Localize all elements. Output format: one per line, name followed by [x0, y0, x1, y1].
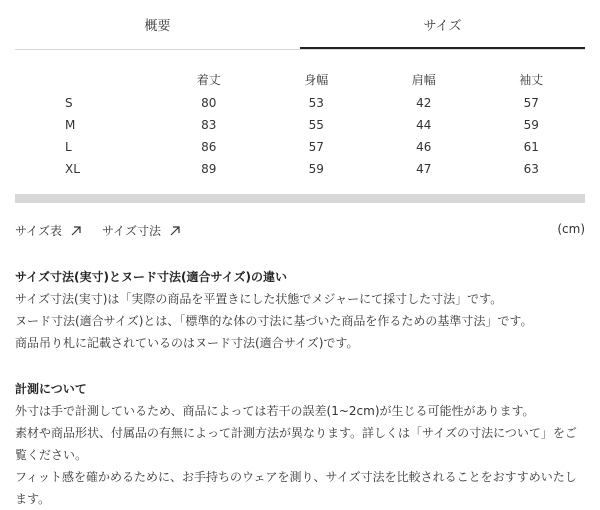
horizontal-scrollbar[interactable]: [15, 194, 585, 203]
table-cell: 46: [416, 140, 432, 154]
table-cell: 61: [523, 140, 539, 154]
table-cell: 42: [416, 96, 432, 110]
tab-overview[interactable]: 概要: [144, 19, 171, 34]
tab-size[interactable]: サイズ: [423, 19, 462, 34]
size-label: L: [65, 140, 72, 154]
size-dimensions-link-label: サイズ寸法: [102, 224, 162, 238]
table-row: [15, 158, 585, 180]
arrow-up-right-icon: [169, 225, 181, 237]
size-label: M: [65, 118, 76, 132]
unit-label: (cm): [557, 222, 585, 236]
table-header-row: [15, 66, 585, 92]
table-cell: 57: [523, 96, 539, 110]
tab-bar: [15, 0, 585, 50]
size-label: S: [65, 96, 73, 110]
paragraph-line: フィット感を確かめるために、お手持ちのウェアを測り、サイズ寸法を比較されることをおすすめいたし: [15, 470, 577, 484]
table-cell: 59: [308, 162, 324, 176]
paragraph-line: 素材や商品形状、付属品の有無によって計測方法が異なります。詳しくは「サイズの寸法について」をご: [15, 426, 577, 440]
table-header-corner: [15, 66, 155, 92]
size-links: [15, 222, 585, 242]
paragraph-line: 外寸は手で計測しているため、商品によっては若干の誤差(1~2cm)が生じる可能性があります。: [15, 404, 535, 418]
paragraph-line: ます。: [15, 492, 51, 506]
actual-vs-nude-size-section: [15, 266, 585, 354]
size-dimensions-link[interactable]: [102, 222, 181, 239]
table-cell: 86: [201, 140, 217, 154]
section-heading: 計測について: [15, 382, 87, 396]
table-cell: 83: [201, 118, 217, 132]
table-cell: 55: [308, 118, 324, 132]
tab-divider: [15, 49, 585, 50]
paragraph-line: 商品吊り札に記載されているのはヌード寸法(適合サイズ)です。: [15, 336, 359, 350]
table-row: [15, 114, 585, 136]
paragraph-line: 覧ください。: [15, 448, 88, 462]
size-chart-link[interactable]: [15, 222, 82, 239]
table-header: 肩幅: [411, 72, 436, 87]
table-cell: 63: [523, 162, 539, 176]
table-row: [15, 92, 585, 114]
table-cell: 53: [308, 96, 324, 110]
table-cell: 89: [201, 162, 217, 176]
table-cell: 57: [308, 140, 324, 154]
measurement-section: [15, 378, 585, 510]
arrow-up-right-icon: [70, 225, 82, 237]
table-row: [15, 136, 585, 158]
size-chart-link-label: サイズ表: [15, 224, 63, 238]
table-cell: 80: [201, 96, 217, 110]
table-cell: 59: [523, 118, 539, 132]
table-header: 着丈: [196, 72, 221, 87]
section-heading: サイズ寸法(実寸)とヌード寸法(適合サイズ)の違い: [15, 270, 288, 284]
paragraph-line: サイズ寸法(実寸)は「実際の商品を平置きにした状態でメジャーにて採寸した寸法」です。: [15, 292, 503, 306]
table-header: 袖丈: [519, 72, 544, 87]
active-tab-indicator: [300, 47, 585, 49]
table-header: 身幅: [304, 72, 329, 87]
paragraph-line: ヌード寸法(適合サイズ)とは、「標準的な体の寸法に基づいた商品を作るための基準寸法」です。: [15, 314, 533, 328]
size-label: XL: [65, 162, 80, 176]
table-cell: 47: [416, 162, 432, 176]
size-table: [15, 66, 585, 180]
table-cell: 44: [416, 118, 432, 132]
